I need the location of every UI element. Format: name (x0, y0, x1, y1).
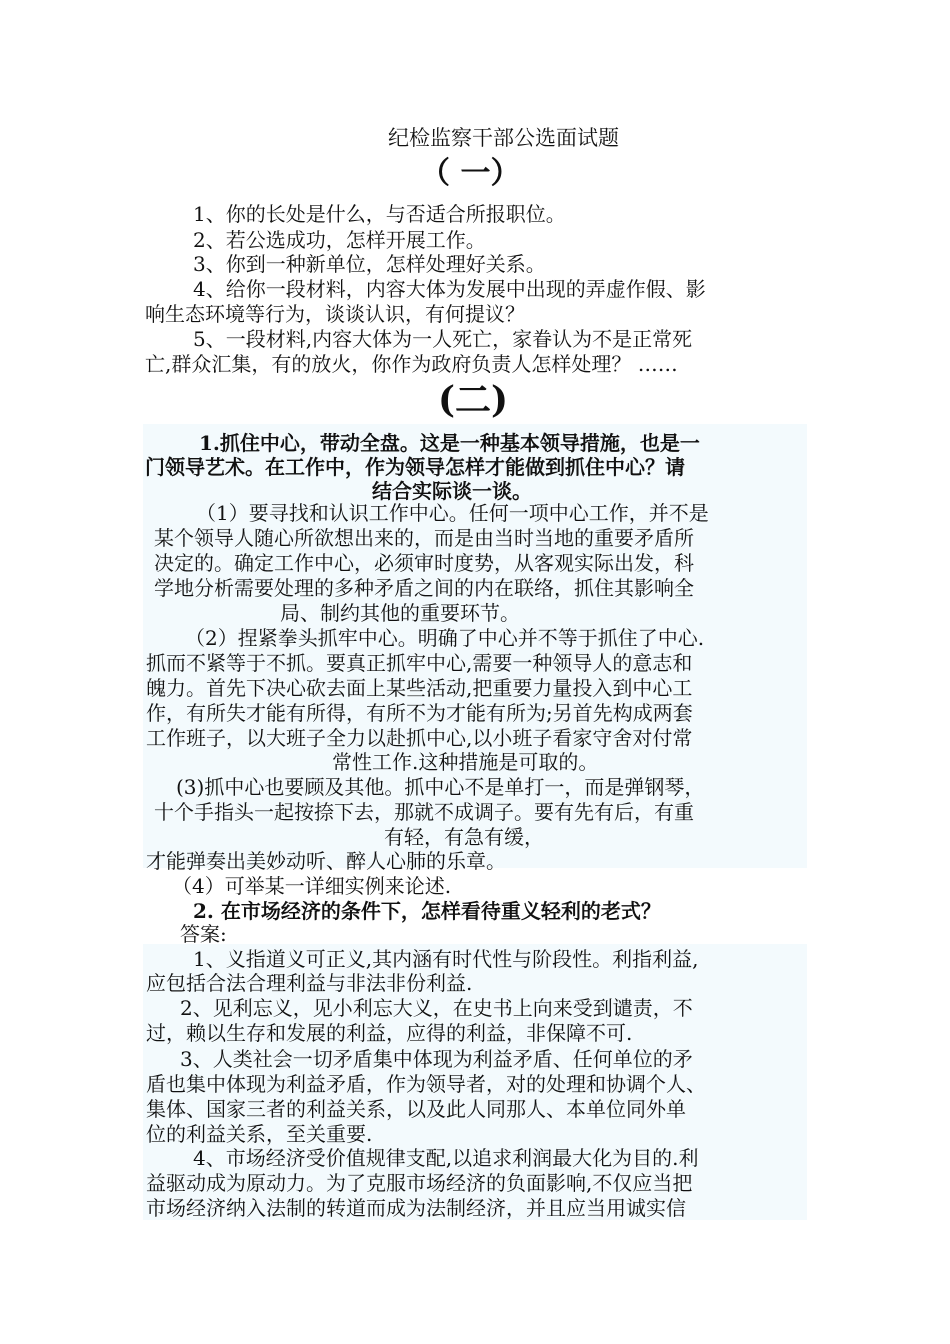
q1-p2-line: 抓而不紧等于不抓。要真正抓牢中心,需要一种领导人的意志和 (146, 651, 693, 675)
section1-line: 1、你的长处是什么，与否适合所报职位。 (193, 202, 566, 226)
answer-line: 位的利益关系，至关重要. (146, 1122, 373, 1146)
q1-p2-line: 作，有所失才能有所得，有所不为才能有所为;另首先构成两套 (146, 701, 693, 725)
answer-line: 应包括合法合理利益与非法非份利益. (146, 971, 473, 995)
q1-p2-line: （2）捏紧拳头抓牢中心。明确了中心并不等于抓住了中心. (185, 626, 705, 650)
answer-line: 盾也集中体现为利益矛盾，作为领导者，对的处理和协调个人、 (146, 1072, 706, 1096)
answer-line: 益驱动成为原动力。为了克服市场经济的负面影响,不仅应当把 (146, 1171, 693, 1195)
section1-line: 3、你到一种新单位，怎样处理好关系。 (193, 252, 546, 276)
q1-p1-line: 决定的。确定工作中心，必须审时度势，从客观实际出发，科 (154, 551, 694, 575)
q1-p3-line: 才能弹奏出美妙动听、醉人心肺的乐章。 (146, 849, 506, 873)
answer-line: 4、市场经济受价值规律支配,以追求利润最大化为目的.利 (193, 1146, 699, 1170)
q1-p2-line: 工作班子，以大班子全力以赴抓中心,以小班子看家守舍对付常 (146, 726, 693, 750)
q1-p2-line: 常性工作.这种措施是可取的。 (332, 750, 599, 774)
section1-line: 亡,群众汇集，有的放火，你作为政府负责人怎样处理？ …… (145, 352, 678, 376)
q1-p3-line: (3)抓中心也要顾及其他。抓中心不是单打一，而是弹钢琴， (176, 775, 705, 799)
q1-title-line: 门领导艺术。在工作中，作为领导怎样才能做到抓住中心？请 (145, 455, 685, 479)
answer-label: 答案: (180, 922, 227, 946)
q1-p3-line: 有轻，有急有缓， (384, 825, 544, 849)
answer-line: 过，赖以生存和发展的利益，应得的利益，非保障不可. (146, 1021, 633, 1045)
q1-p2-line: 魄力。首先下决心砍去面上某些活动,把重要力量投入到中心工 (146, 676, 693, 700)
section1-line: 5、一段材料,内容大体为一人死亡，家眷认为不是正常死 (193, 327, 693, 351)
section1-line: 2、若公选成功，怎样开展工作。 (193, 228, 486, 252)
q1-title-line: 结合实际谈一谈。 (372, 479, 532, 503)
section1-line: 响生态环境等行为，谈谈认识，有何提议？ (145, 302, 525, 326)
answer-line: 市场经济纳入法制的转道而成为法制经济，并且应当用诚实信 (146, 1196, 686, 1220)
q1-p4-line: （4）可举某一详细实例来论述. (172, 874, 452, 898)
q1-p1-line: （1）要寻找和认识工作中心。任何一项中心工作，并不是 (196, 501, 709, 525)
answer-line: 2、见利忘义，见小利忘大义，在史书上向来受到谴责，不 (180, 996, 693, 1020)
answer-line: 集体、国家三者的利益关系，以及此人同那人、本单位同外单 (146, 1097, 686, 1121)
q2-title: 2. 在市场经济的条件下，怎样看待重义轻利的老式？ (193, 899, 661, 923)
section1-heading: （ 一） (420, 156, 521, 191)
answer-line: 1、义指道义可正义,其内涵有时代性与阶段性。利指利益, (193, 947, 699, 971)
q1-p3-line: 十个手指头一起按捺下去，那就不成调子。要有先有后，有重 (154, 800, 694, 824)
answer-line: 3、人类社会一切矛盾集中体现为利益矛盾、任何单位的矛 (180, 1047, 693, 1071)
q1-p1-line: 学地分析需要处理的多种矛盾之间的内在联络，抓住其影响全 (154, 576, 694, 600)
section1-line: 4、给你一段材料，内容大体为发展中出现的弄虚作假、影 (193, 277, 706, 301)
q1-title-line: 1.抓住中心，带动全盘。这是一种基本领导措施，也是一 (199, 431, 700, 455)
q1-p1-line: 局、制约其他的重要环节。 (280, 601, 520, 625)
page-title: 纪检监察干部公选面试题 (388, 126, 619, 150)
q1-p1-line: 某个领导人随心所欲想出来的，而是由当时当地的重要矛盾所 (154, 526, 694, 550)
section2-heading: (二) (438, 379, 509, 421)
